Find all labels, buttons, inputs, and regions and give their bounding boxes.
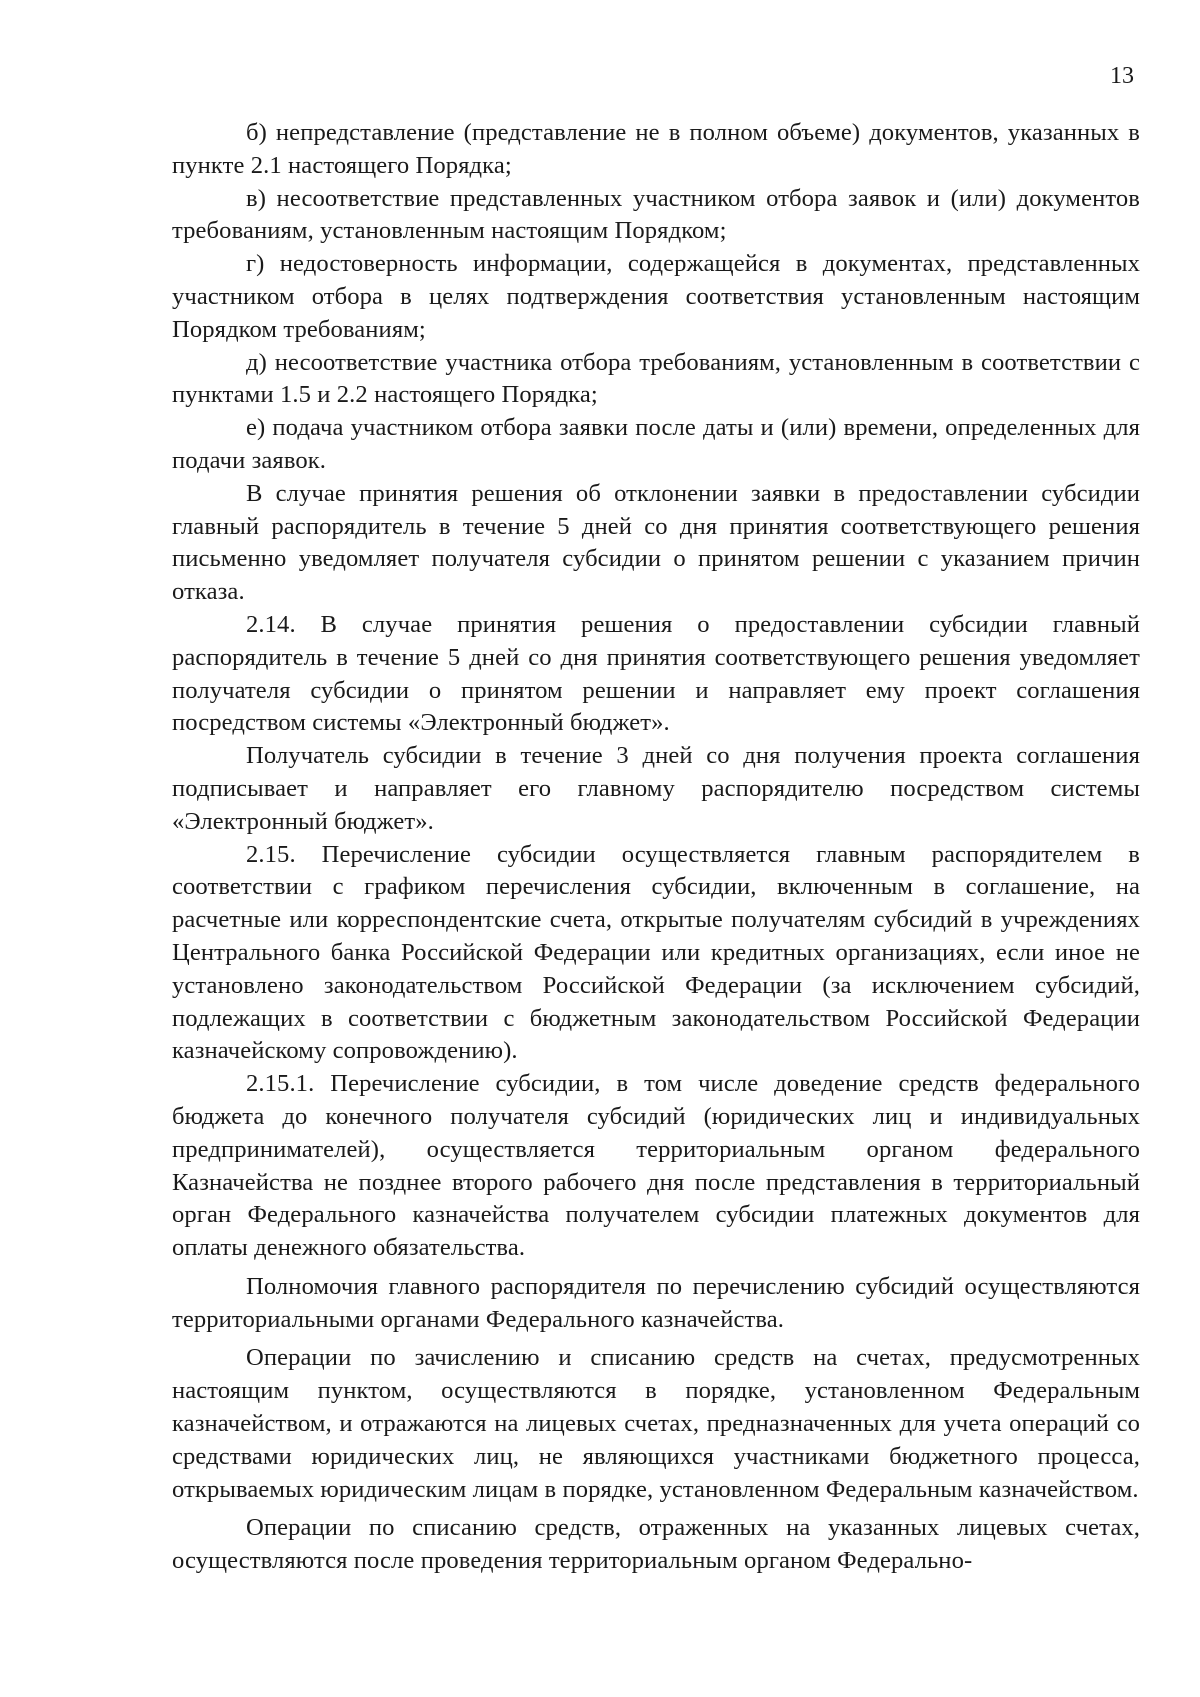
paragraph-agreement-signing: Получатель субсидии в течение 3 дней со дня получения проекта соглашения подписывает и направляет его главному распорядителю посредством системы «Электронный бюджет». [172, 742, 1140, 835]
document-body [172, 117, 1140, 1578]
paragraph-write-off-operations: Операции по списанию средств, отраженных на указанных лицевых счетах, осуществляются после проведения территориальным органом Федерально- [172, 1514, 1140, 1575]
paragraph-2-14: 2.14. В случае принятия решения о предоставлении субсидии главный распорядитель в течение 5 дней со дня принятия соответствующего решения уведомляет получателя субсидии о принятом решении и направляет ему проект соглашения посредством системы «Электронный бюджет». [172, 610, 1140, 737]
paragraph-account-operations: Операции по зачислению и списанию средств на счетах, предусмотренных настоящим пунктом, осуществляются в порядке, установленном Федеральным казначейством, и отражаются на лицевых счетах, предназначенных для учета операций со средствами юридических лиц, не являющихся участниками бюджетного процесса, открываемых юридическим лицам в порядке, установленном Федеральным казначейством. [172, 1344, 1140, 1503]
paragraph-2-15: 2.15. Перечисление субсидии осуществляется главным распорядителем в соответствии с графиком перечисления субсидии, включенным в соглашение, на расчетные или корреспондентские счета, открытые получателям субсидий в учреждениях Центрального банка Российской Федерации или кредитных организациях, если иное не установлено законодательством Российской Федерации (за исключением субсидий, подлежащих в соответствии с бюджетным законодательством Российской Федерации казначейскому сопровождению). [172, 840, 1140, 1065]
page-number: 13 [1110, 63, 1134, 89]
paragraph-item-e: е) подача участником отбора заявки после даты и (или) времени, определенных для подачи заявок. [172, 414, 1140, 474]
paragraph-item-b: б) непредставление (представление не в полном объеме) документов, указанных в пункте 2.1 настоящего Порядка; [172, 119, 1140, 179]
paragraph-item-d: д) несоответствие участника отбора требованиям, установленным в соответствии с пунктами 1.5 и 2.2 настоящего Порядка; [172, 348, 1140, 409]
paragraph-item-g: г) недостоверность информации, содержащейся в документах, представленных участником отбора в целях подтверждения соответствия установленным настоящим Порядком требованиям; [172, 250, 1140, 343]
paragraph-rejection-notice: В случае принятия решения об отклонении заявки в предоставлении субсидии главный распорядитель в течение 5 дней со дня принятия соответствующего решения письменно уведомляет получателя субсидии о принятом решении с указанием причин отказа. [172, 479, 1140, 606]
paragraph-item-v: в) несоответствие представленных участником отбора заявок и (или) документов требованиям, установленным настоящим Порядком; [172, 184, 1140, 245]
paragraph-treasury-powers: Полномочия главного распорядителя по перечислению субсидий осуществляются территориальными органами Федерального казначейства. [172, 1272, 1140, 1333]
paragraph-2-15-1: 2.15.1. Перечисление субсидии, в том числе доведение средств федерального бюджета до конечного получателя субсидий (юридических лиц и индивидуальных предпринимателей), осуществляется территориальным органом федерального Казначейства не позднее второго рабочего дня после представления в территориальный орган Федерального казначейства получателем субсидии платежных документов для оплаты денежного обязательства. [172, 1070, 1140, 1262]
